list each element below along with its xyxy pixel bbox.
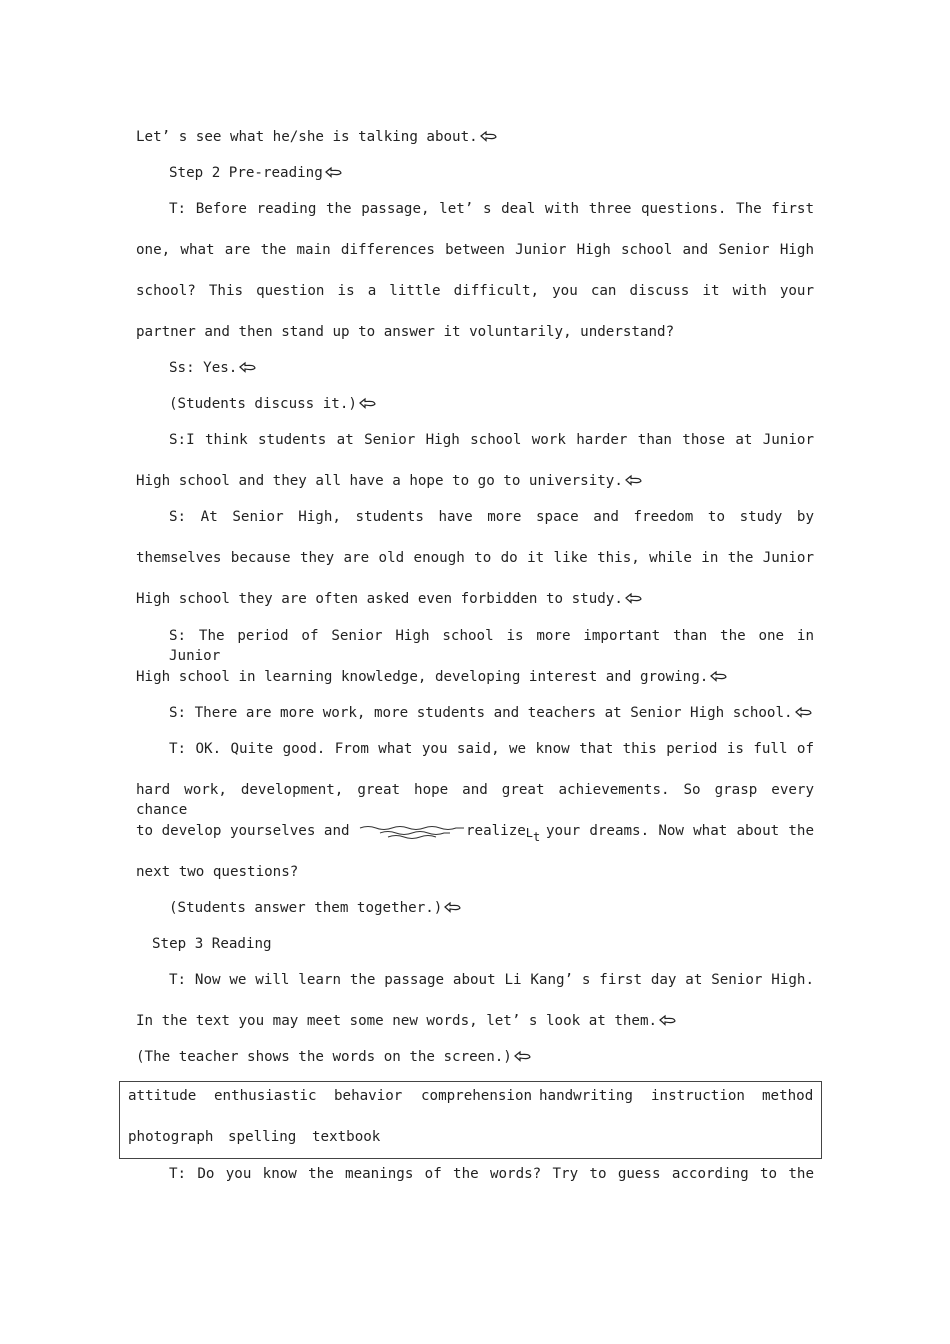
text-line: High school they are often asked even forbidden to study. [136,589,642,609]
text-line: S: At Senior High, students have more space and freedom to study by [169,509,814,525]
text-line: Let’ s see what he/she is talking about. [136,127,497,147]
vocab-word: spelling [228,1129,297,1145]
vocab-word: comprehension [421,1088,533,1104]
text-line: school? This question is a little difficult, you can discuss it with your [136,283,814,299]
correction-wave-mark [358,824,466,840]
return-arrow-icon [444,901,461,913]
text-line: (The teacher shows the words on the screen.) [136,1047,531,1067]
text-line: T: Before reading the passage, let’ s deal with three questions. The first [169,201,814,217]
return-arrow-icon [239,361,256,373]
text-line: High school in learning knowledge, developing interest and growing. [136,667,727,687]
text-line: In the text you may meet some new words, let’ s look at them. [136,1011,676,1031]
vocab-word: method [762,1088,814,1104]
text-line: S:I think students at Senior High school work harder than those at Junior [169,432,814,448]
text-line: your dreams. Now what about the [546,823,814,839]
text-line: one, what are the main differences between Junior High school and Senior High [136,242,814,258]
text-line: T: OK. Quite good. From what you said, we know that this period is full of [169,741,814,757]
text-line: (Students discuss it.) [169,394,376,414]
return-arrow-icon [625,592,642,604]
text-line: partner and then stand up to answer it voluntarily, understand? [136,324,675,340]
vocab-word: attitude [128,1088,197,1104]
section-heading: Step 2 Pre-reading [169,163,342,183]
vocab-word: behavior [334,1088,403,1104]
return-arrow-icon [659,1014,676,1026]
section-heading: Step 3 Reading [152,936,272,952]
text-line: realizeL$_t$ [466,823,541,844]
vocab-word: handwriting [539,1088,633,1104]
text-line: hard work, development, great hope and great achievements. So grasp every chance [136,782,814,818]
return-arrow-icon [480,130,497,142]
return-arrow-icon [325,166,342,178]
vocab-word: textbook [312,1129,381,1145]
insertion-mark: L [525,826,534,840]
text-line: T: Do you know the meanings of the words? Try to guess according to the [169,1166,814,1182]
return-arrow-icon [710,670,727,682]
return-arrow-icon [514,1050,531,1062]
vocab-word: instruction [651,1088,745,1104]
text-line: T: Now we will learn the passage about Li Kang’ s first day at Senior High. [169,972,814,988]
return-arrow-icon [795,706,812,718]
return-arrow-icon [625,474,642,486]
text-line: next two questions? [136,864,299,880]
text-line: S: The period of Senior High school is more important than the one in Junior [169,628,814,664]
vocab-word: photograph [128,1129,214,1145]
vocabulary-box [119,1081,822,1159]
text-line: High school and they all have a hope to go to university. [136,471,642,491]
text-line: S: There are more work, more students and teachers at Senior High school. [169,703,812,723]
text-line: Ss: Yes. [169,358,256,378]
insertion-mark: t [533,830,541,844]
text-line: themselves because they are old enough to do it like this, while in the Junior [136,550,814,566]
return-arrow-icon [359,397,376,409]
text-line: to develop yourselves and [136,823,350,839]
text-line: (Students answer them together.) [169,898,461,918]
vocab-word: enthusiastic [214,1088,317,1104]
